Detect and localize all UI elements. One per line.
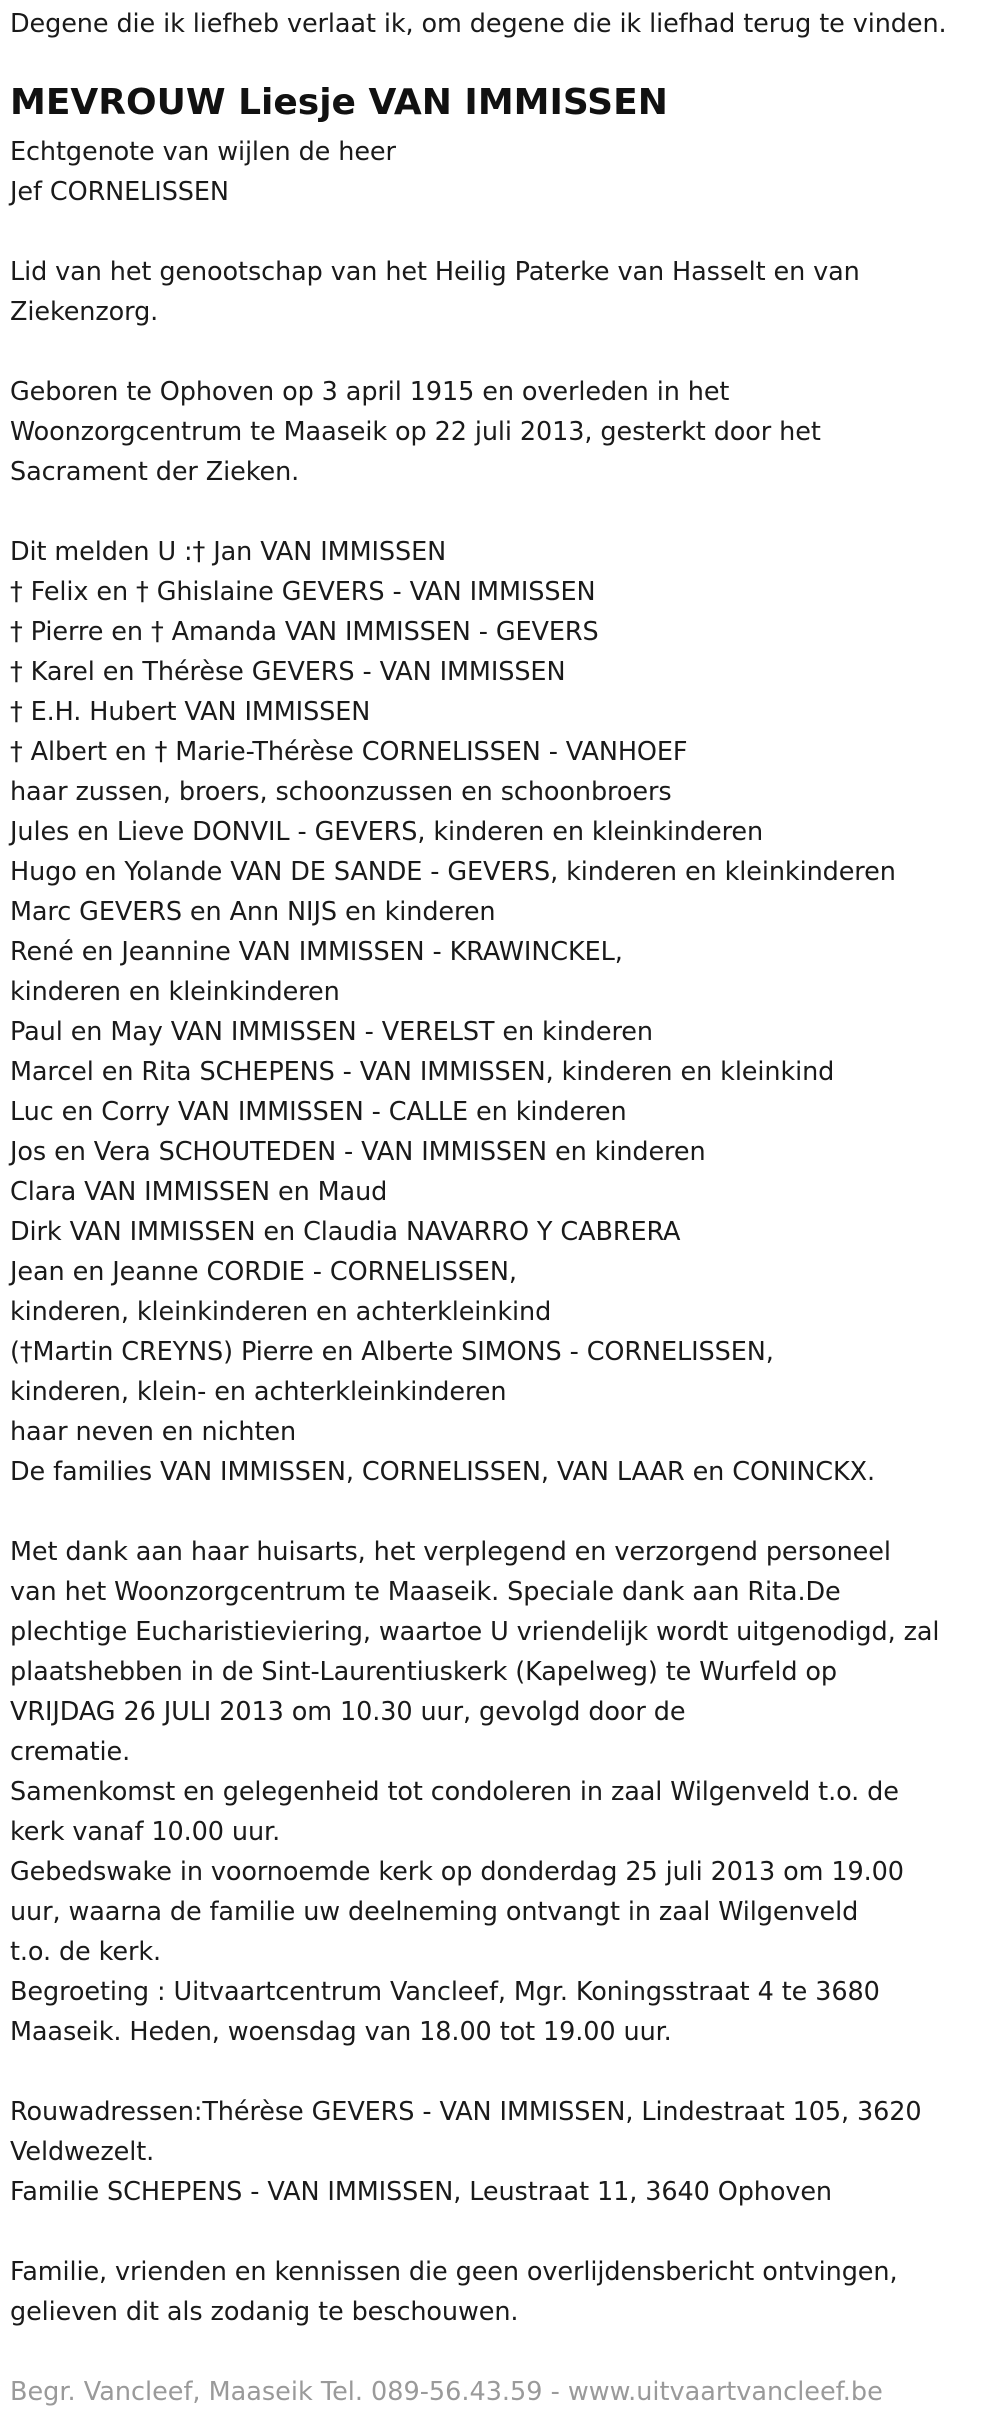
body-line: † Albert en † Marie-Thérèse CORNELISSEN - VANHOEF — [10, 737, 688, 767]
body-line: haar neven en nichten — [10, 1417, 297, 1447]
body-line: Ziekenzorg. — [10, 297, 159, 327]
body-line: (†Martin CREYNS) Pierre en Alberte SIMONS - CORNELISSEN, — [10, 1337, 774, 1367]
paragraph-spacer — [10, 212, 939, 252]
body-line: gelieven dit als zodanig te beschouwen. — [10, 2297, 519, 2327]
paragraph-spacer — [10, 492, 939, 532]
body-line: kinderen, klein- en achterkleinkinderen — [10, 1377, 507, 1407]
body-line: Clara VAN IMMISSEN en Maud — [10, 1177, 388, 1207]
body-line: Jules en Lieve DONVIL - GEVERS, kinderen en kleinkinderen — [10, 817, 764, 847]
body-line: VRIJDAG 26 JULI 2013 om 10.30 uur, gevolgd door de — [10, 1697, 686, 1727]
body-line: Gebedswake in voornoemde kerk op donderdag 25 juli 2013 om 19.00 — [10, 1857, 904, 1887]
body-line: Paul en May VAN IMMISSEN - VERELST en kinderen — [10, 1017, 653, 1047]
motto: Degene die ik liefheb verlaat ik, om degene die ik liefhad terug te vinden. — [10, 9, 947, 39]
body-line: Begroeting : Uitvaartcentrum Vancleef, Mgr. Koningsstraat 4 te 3680 — [10, 1977, 880, 2007]
obituary-body — [10, 132, 939, 2332]
body-line: Jos en Vera SCHOUTEDEN - VAN IMMISSEN en kinderen — [10, 1137, 706, 1167]
body-line: kinderen en kleinkinderen — [10, 977, 340, 1007]
body-line: haar zussen, broers, schoonzussen en schoonbroers — [10, 777, 672, 807]
body-line: Marc GEVERS en Ann NIJS en kinderen — [10, 897, 496, 927]
paragraph-spacer — [10, 1492, 939, 1532]
body-line: Jef CORNELISSEN — [10, 177, 229, 207]
body-line: † E.H. Hubert VAN IMMISSEN — [10, 697, 371, 727]
body-line: Echtgenote van wijlen de heer — [10, 137, 396, 167]
body-line: † Felix en † Ghislaine GEVERS - VAN IMMISSEN — [10, 577, 596, 607]
body-line: Dit melden U :† Jan VAN IMMISSEN — [10, 537, 447, 567]
paragraph-spacer — [10, 2052, 939, 2092]
body-line: Familie SCHEPENS - VAN IMMISSEN, Leustraat 11, 3640 Ophoven — [10, 2177, 832, 2207]
body-line: Jean en Jeanne CORDIE - CORNELISSEN, — [10, 1257, 517, 1287]
body-line: plechtige Eucharistieviering, waartoe U vriendelijk wordt uitgenodigd, zal — [10, 1617, 940, 1647]
body-line: René en Jeannine VAN IMMISSEN - KRAWINCKEL, — [10, 937, 623, 967]
body-line: Maaseik. Heden, woensdag van 18.00 tot 19.00 uur. — [10, 2017, 672, 2047]
body-line: t.o. de kerk. — [10, 1937, 162, 1967]
body-line: Dirk VAN IMMISSEN en Claudia NAVARRO Y CABRERA — [10, 1217, 681, 1247]
deceased-name: MEVROUW Liesje VAN IMMISSEN — [10, 82, 668, 123]
body-line: † Karel en Thérèse GEVERS - VAN IMMISSEN — [10, 657, 566, 687]
body-line: kerk vanaf 10.00 uur. — [10, 1817, 281, 1847]
body-line: Rouwadressen:Thérèse GEVERS - VAN IMMISSEN, Lindestraat 105, 3620 — [10, 2097, 922, 2127]
body-line: Met dank aan haar huisarts, het verplegend en verzorgend personeel — [10, 1537, 891, 1567]
paragraph-spacer — [10, 332, 939, 372]
paragraph-spacer — [10, 2212, 939, 2252]
funeral-home-footer: Begr. Vancleef, Maaseik Tel. 089-56.43.59 - www.uitvaartvancleef.be — [10, 2377, 883, 2407]
body-line: Lid van het genootschap van het Heilig Paterke van Hasselt en van — [10, 257, 860, 287]
body-line: crematie. — [10, 1737, 131, 1767]
body-line: Samenkomst en gelegenheid tot condoleren in zaal Wilgenveld t.o. de — [10, 1777, 899, 1807]
body-line: kinderen, kleinkinderen en achterkleinkind — [10, 1297, 552, 1327]
body-line: Geboren te Ophoven op 3 april 1915 en overleden in het — [10, 377, 730, 407]
body-line: Luc en Corry VAN IMMISSEN - CALLE en kinderen — [10, 1097, 627, 1127]
body-line: Hugo en Yolande VAN DE SANDE - GEVERS, kinderen en kleinkinderen — [10, 857, 896, 887]
body-line: plaatshebben in de Sint-Laurentiuskerk (Kapelweg) te Wurfeld op — [10, 1657, 838, 1687]
body-line: † Pierre en † Amanda VAN IMMISSEN - GEVERS — [10, 617, 599, 647]
body-line: Veldwezelt. — [10, 2137, 155, 2167]
body-line: uur, waarna de familie uw deelneming ontvangt in zaal Wilgenveld — [10, 1897, 859, 1927]
body-line: Marcel en Rita SCHEPENS - VAN IMMISSEN, kinderen en kleinkind — [10, 1057, 835, 1087]
body-line: van het Woonzorgcentrum te Maaseik. Speciale dank aan Rita.De — [10, 1577, 841, 1607]
body-line: Sacrament der Zieken. — [10, 457, 300, 487]
body-line: De families VAN IMMISSEN, CORNELISSEN, VAN LAAR en CONINCKX. — [10, 1457, 875, 1487]
body-line: Familie, vrienden en kennissen die geen overlijdensbericht ontvingen, — [10, 2257, 898, 2287]
body-line: Woonzorgcentrum te Maaseik op 22 juli 2013, gesterkt door het — [10, 417, 821, 447]
